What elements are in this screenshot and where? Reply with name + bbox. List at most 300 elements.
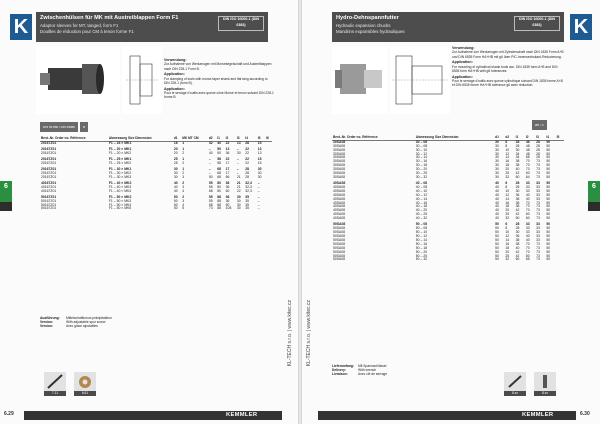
table-cell: F1 – 30 × MK1 [108,166,132,171]
table-cell: 28 [515,184,520,189]
note-label: Version: [40,320,54,325]
left-page [0,0,298,424]
left-chapter-tab[interactable]: 6 [0,181,12,203]
usage-text-fr: Pour le serrage d'outils avec queue cône Morse et tenon suivant DIN 228-1 forme B. [164,91,274,100]
table-cell: 30 [257,166,262,171]
tag-tolerance: Ø8 < h [532,120,547,130]
table-cell: 108 [225,206,232,211]
table-cell: – [236,160,239,165]
table-cell: 30 [495,159,499,164]
table-cell: 33 [525,188,530,193]
table-cell: 21 [236,174,241,179]
table-cell: 18 [505,245,510,250]
table-cell: 73 [536,257,540,262]
table-cell: 30 [495,143,499,148]
table-cell: 65 [525,257,530,262]
right-chapter-tab[interactable]: 6 [588,181,600,203]
table-cell: 28 [515,139,520,144]
table-cell: 30 – 32 [415,174,428,179]
table-cell: 73 [536,159,540,164]
table-cell: 33 [525,222,530,227]
table-cell: 33 [525,181,530,186]
chapter-icon [0,202,12,211]
table-cell: 70 [525,163,530,168]
table-cell: 20167Z01 [41,170,57,175]
table-cell: 38 [515,241,520,246]
table-cell: 25 [173,160,178,165]
table-cell: 50 [546,181,551,186]
right-page-number: 6.30 [580,411,590,417]
table-cell: 10 [505,147,510,152]
table-cell: 22 [225,156,230,161]
table-cell: 42 [515,249,520,254]
table-cell: 40 – 10 [415,188,428,193]
table-cell: 20167Z01 [41,174,57,179]
table-cell: 88 [217,198,222,203]
table-cell: 50 [208,174,213,179]
table-cell: 32 [505,257,510,262]
table-cell: 68 [208,202,213,207]
table-cell: 36 [225,184,230,189]
table-cell: 70 [525,241,530,246]
table-cell: 73 [536,167,540,172]
table-cell: 73 [536,241,540,246]
table-cell: 73 [536,163,540,168]
table-cell: 30 [173,174,178,179]
table-cell: 28 [536,139,540,144]
column-header: I4 [545,136,555,140]
right-subtitle-fr: Mandrins expansibles hydrauliques [336,29,405,34]
table-cell: 30 [236,202,241,207]
table-cell: 50 [546,200,551,205]
left-tags [40,122,88,132]
table-cell: 30 – 12 [415,151,428,156]
table-cell: 70 [525,200,530,205]
table-cell: 40167Z01 [41,184,57,189]
table-row [40,207,272,211]
table-cell: 40 – 25 [415,212,428,217]
table-cell: 3 [182,174,185,179]
table-cell: 30 [495,163,499,168]
table-cell: 20167Z01 [41,146,57,151]
table-cell: 8 [505,143,508,148]
table-cell: F1 – 20 × MK1 [108,146,132,151]
usage-heading-de: Verwendung: [452,46,475,50]
table-cell: 30 – 16 [415,159,428,164]
table-cell: 18 [505,204,510,209]
accessory-wrench[interactable] [44,372,66,396]
table-cell: 25 [173,156,178,161]
table-cell: 70 [525,159,530,164]
table-cell: 42 [515,212,520,217]
table-cell: – [236,146,239,151]
table-cell: 14 [505,196,510,201]
table-cell: 40SA08 [333,196,346,201]
table-cell: 73 [536,249,540,254]
table-cell: 13 [257,146,262,151]
table-cell: 15 [257,156,262,161]
table-cell: F1 – 40 × MK4 [108,188,132,193]
table-cell: 30SA08 [333,163,346,168]
table-cell: 50 [546,212,551,217]
right-drawing [390,46,450,114]
table-cell: 30 [495,139,499,144]
table-cell: 38 [515,200,520,205]
table-cell: – [257,198,260,203]
table-cell: 36 [225,180,230,185]
table-cell: 1 [182,146,185,151]
usage-heading-en: Application: [452,60,473,65]
table-cell: 28 [515,181,520,186]
table-cell: 80 [217,188,222,193]
table-cell: 30 [236,194,241,199]
table-cell: 40 – 18 [415,204,428,209]
table-cell: 22 [245,160,250,165]
table-cell: 50 [546,147,551,152]
table-cell: 35 [245,202,250,207]
table-cell: 50 [546,167,551,172]
table-cell: 33 [536,230,540,235]
table-cell: 40SA08 [333,181,346,186]
table-cell: 58 [217,156,222,161]
table-cell: – [257,180,260,185]
table-cell: 73 [536,200,540,205]
table-cell: 38 [515,237,520,242]
left-page-number: 6.29 [4,411,14,417]
table-cell: 12 [505,151,510,156]
table-cell: 30 [257,170,262,175]
table-cell: 48 [525,143,530,148]
note-value: With adjustable spur screw [66,320,106,325]
table-cell: 40 [173,180,178,185]
table-cell: – [208,156,211,161]
table-cell: 30 – 14 [415,155,428,160]
table-cell: F1 – 30 × MK2 [108,170,132,175]
table-cell: 50 [495,253,499,258]
table-cell: F1 – 25 × MK2 [108,160,132,165]
table-cell: 50 [495,245,499,250]
table-cell: 50 – 06 [415,222,428,227]
table-cell: 48 [525,151,530,156]
right-brand: KEMMLER [522,412,554,418]
table-cell: F1 – 20 × MK2 [108,150,132,155]
table-cell: 33 [525,230,530,235]
table-cell: 22 [245,146,250,151]
table-cell: 30 [236,198,241,203]
table-cell: 40 – 16 [415,200,428,205]
usage-heading-en: Application: [164,72,185,77]
note-label: Livraison: [332,372,348,377]
table-cell: 50 [495,230,499,235]
table-cell: 36 [225,198,230,203]
table-cell: 55 [208,194,213,199]
table-cell: 40 – 20 [415,208,428,213]
table-cell: 50SA08 [333,237,346,242]
table-cell: 40 – 08 [415,184,428,189]
table-cell: 30SA08 [333,155,346,160]
right-tags [532,120,547,130]
table-cell: 30 [515,230,520,235]
column-header: Best.-Nr. Order no. Référence [332,136,415,140]
table-cell: 55 [208,180,213,185]
table-cell: 22 [245,150,250,155]
table-cell: 68 [525,155,530,160]
table-cell: 50 [495,237,499,242]
table-cell: 12 [505,234,510,239]
accessory-ref: 7.11 [44,391,66,396]
right-title: Hydro-Dehnspannfutter [336,15,399,21]
table-cell: – [236,170,239,175]
table-cell: 70 [525,204,530,209]
table-cell: 80 [217,180,222,185]
table-cell: 33 [536,237,540,242]
right-product-image [332,46,388,114]
table-cell: 60 [525,216,530,221]
table-cell: 60 [525,171,530,176]
table-cell: 30SA08 [333,151,346,156]
table-cell: 50167Z01 [41,206,57,211]
table-cell: 30 [173,170,178,175]
table-cell: 10 [505,188,510,193]
table-cell: 25 [505,253,510,258]
note-label: Ausführung: [40,316,60,320]
hydraulic-chuck-icon [332,46,388,114]
left-product-image [36,46,120,114]
table-cell: 33 [536,184,540,189]
table-cell: 50 [546,143,551,148]
table-cell: 50 [546,192,551,197]
table-cell: 30 [257,174,262,179]
table-cell: 60 [525,253,530,258]
note-value: Mit Spannschlüssel [358,364,387,368]
table-cell: 30 [236,150,241,155]
table-cell: 38 [515,159,520,164]
table-cell: 60 [515,216,520,221]
table-cell: 30 – 25 [415,171,428,176]
table-cell: 50 [495,226,499,231]
left-notes [40,316,112,329]
table-cell: 30SA08 [333,143,346,148]
table-cell: 40 – 32 [415,216,428,221]
table-cell: 28 [245,170,250,175]
table-cell: 30 – 18 [415,163,428,168]
table-cell: 28 [536,151,540,156]
table-cell: 40 [495,181,499,186]
table-cell: 30SA08 [333,159,346,164]
table-cell: 50 [546,208,551,213]
column-header: d1 [494,136,504,140]
usage-heading-fr: Application: [452,74,473,79]
table-cell: 50 [546,216,551,221]
table-cell: 55 [208,184,213,189]
table-cell: F1 – 50 × MK5 [108,206,132,211]
table-cell: 1 [182,156,185,161]
kemmler-logo-icon: K [10,14,32,40]
table-cell: 50 [495,241,499,246]
right-notes [332,364,387,377]
table-cell: 50 [546,159,551,164]
table-cell: 30 [495,174,499,179]
column-header: d2 [208,137,216,141]
table-cell: 32,3 [245,180,252,185]
table-cell: 40 [217,140,222,145]
table-cell: 28 [515,226,520,231]
table-cell: 42 [515,253,520,258]
table-cell: 32 [208,140,213,145]
accessory-ref: 8.xx [504,391,526,396]
usage-text-de: Zur Aufnahme von Werkzeugen mit Zylinderschaft nach DIN 1835 Form A+B und DIN 6535 Form HA+HB mit g6 über PIC-Innensechskant-Reduzierung. [452,50,564,59]
table-cell: 73 [536,208,540,213]
table-cell: 40 [495,204,499,209]
nut-icon [74,372,96,391]
table-cell: 28 [515,143,520,148]
table-cell: 40 [495,196,499,201]
table-cell: – [257,188,260,193]
column-header: I3 [535,136,545,140]
table-cell: 38 [515,196,520,201]
table-cell: 68 [217,166,222,171]
table-cell: 30 [236,206,241,211]
table-cell: 50 [217,150,222,155]
column-header: d2 [504,136,514,140]
table-cell: 14 [505,237,510,242]
table-cell: 34 [515,155,520,160]
table-cell: 33 [536,222,540,227]
wrench-icon [44,372,66,391]
column-header: I5 [257,137,265,141]
table-cell: 50 [546,204,551,209]
table-cell: 64 [525,174,530,179]
table-cell: 25 [505,171,510,176]
table-cell: 40SA08 [333,188,346,193]
table-cell: 50 – 20 [415,249,428,254]
table-cell: 2 [182,160,185,165]
table-cell: 20 [173,150,178,155]
left-usage-text [164,58,274,101]
table-cell: – [208,160,211,165]
usage-heading-de: Verwendung: [164,58,187,62]
table-cell: 8 [505,184,508,189]
table-cell: 50 [546,171,551,176]
table-cell: 50 – 32 [415,257,428,262]
table-cell: 20167Z01 [41,140,57,145]
table-cell: 17 [225,170,230,175]
table-cell: 20167Z01 [41,160,57,165]
usage-text-en: For mounting of cylindrical shank tools acc. DIN 1835 form A+B and DIN 6535 form HA+HB with g6 tolerances. [452,64,558,73]
table-cell: 3 [182,198,185,203]
table-cell: 50 [173,202,178,207]
table-cell: 4 [182,202,185,207]
accessory-screw[interactable] [534,372,556,396]
note-value: Avec clé de serrage [358,372,388,377]
table-cell: – [208,146,211,151]
right-vertical-text: KL-TECH s.r.o. | www.kitec.cz [306,300,312,367]
table-cell: 73 [536,204,540,209]
table-cell: 32 [505,174,510,179]
table-cell: 50 [173,194,178,199]
accessory-key[interactable] [504,372,526,396]
table-cell: 40 [525,237,530,242]
table-cell: 50 [546,249,551,254]
table-cell: 22 [225,140,230,145]
table-cell: 50SA08 [333,234,346,239]
table-cell: 50 [495,234,499,239]
table-cell: 68 [208,188,213,193]
table-cell: 50SA08 [333,253,346,258]
table-cell: 88 [217,194,222,199]
table-cell: F1 – 16 × MK1 [108,140,132,145]
table-cell: 10 [505,230,510,235]
table-cell: 73 [536,253,540,258]
table-cell: 30 [495,151,499,156]
table-cell: 36 [515,234,520,239]
table-cell: 50 [495,249,499,254]
table-cell: 20167Z01 [41,166,57,171]
table-row [332,258,564,262]
table-cell: F1 – 50 × MK4 [108,202,132,207]
table-cell: 55 [208,198,213,203]
table-cell: 50 [495,257,499,262]
table-cell: 40SA08 [333,204,346,209]
table-cell: 33 [525,226,530,231]
table-cell: 42 [515,171,520,176]
table-cell: 12 [505,192,510,197]
table-cell: 40 [173,188,178,193]
table-cell: 70 [525,167,530,172]
table-cell: 70 [525,249,530,254]
table-cell: 40 [173,184,178,189]
right-usage-text [452,46,564,89]
accessory-nut[interactable] [74,372,96,396]
left-din-badge: DIN ISO 10000-1 (DIN 6383) [218,16,264,31]
table-cell: 50 [546,151,551,156]
table-cell: 33 [536,181,540,186]
table-cell: 20 [173,146,178,151]
table-cell: 50SA08 [333,249,346,254]
table-cell: 50 [546,139,551,144]
left-drawing [122,46,162,114]
column-header: I3 [236,137,244,141]
table-cell: 50SA08 [333,241,346,246]
table-cell: 40167Z01 [41,180,57,185]
right-subtitle-en: Hydraulic expansion chucks [336,23,391,28]
table-cell: 30 – 08 [415,143,428,148]
note-value: Avec glace ajustables [66,324,98,329]
table-cell: 40 [495,200,499,205]
kemmler-logo-icon: K [570,14,592,40]
table-cell: – [257,206,260,211]
table-cell: 66 [225,174,230,179]
column-header: Best.-Nr. Order no. Référence [40,137,108,141]
table-cell: F1 – 50 × MK3 [108,198,132,203]
table-cell: 40 [495,212,499,217]
table-cell: 50 – 10 [415,230,428,235]
table-cell: 50 [495,222,499,227]
table-cell: 50 – 16 [415,241,428,246]
table-cell: 1 [182,166,185,171]
technical-drawing-icon [122,46,162,114]
right-page [302,0,600,424]
table-cell: 1 [182,140,185,145]
table-cell: 60 [515,257,520,262]
table-cell: 88 [217,202,222,207]
table-cell: 40 – 06 [415,181,428,186]
table-cell: – [208,170,211,175]
table-cell: 40SA08 [333,216,346,221]
table-cell: 40 [525,196,530,201]
table-cell: 73 [536,212,540,217]
table-cell: 15 [257,140,262,145]
